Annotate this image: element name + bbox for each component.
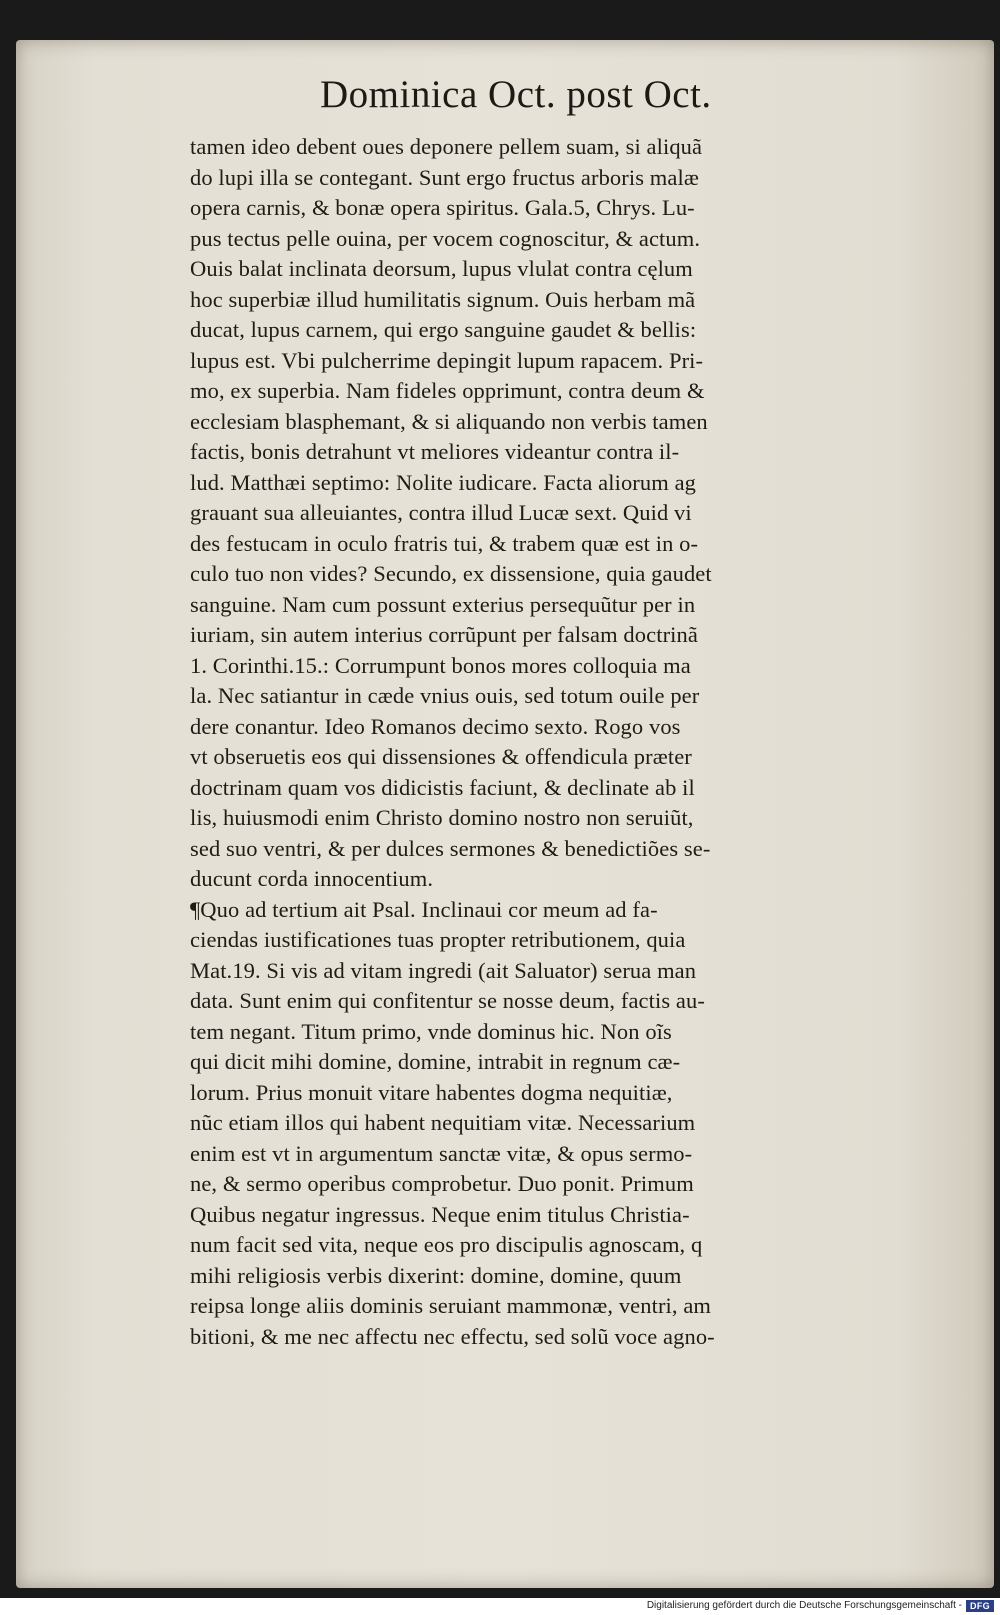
text-line: mo, ex superbia. Nam fideles opprimunt, contra deum & [190, 378, 705, 403]
text-line: tem negant. Titum primo, vnde dominus hic. Non oĩs [190, 1018, 672, 1044]
text-line: do lupi illa se contegant. Sunt ergo fructus arboris malæ [190, 164, 699, 190]
text-line: 1. Corinthi.15.: Corrumpunt bonos mores colloquia ma [190, 652, 691, 678]
text-line: ducunt corda innocentium. [190, 866, 434, 891]
text-line: ¶Quo ad tertium ait Psal. Inclinaui cor meum ad fa- [190, 896, 658, 922]
text-line: ne, & sermo operibus comprobetur. Duo ponit. Primum [190, 1171, 694, 1196]
text-line: mihi religiosis verbis dixerint: domine, domine, quum [190, 1262, 682, 1288]
text-line: vt obseruetis eos qui dissensiones & offendicula præter [190, 744, 692, 769]
text-line: factis, bonis detrahunt vt meliores videantur contra il- [190, 439, 680, 464]
text-line: nũc etiam illos qui habent nequitiam vitæ. Necessarium [190, 1110, 696, 1135]
text-line: lud. Matthæi septimo: Nolite iudicare. Facta aliorum ag [190, 469, 697, 495]
text-line: qui dicit mihi domine, domine, intrabit in regnum cæ- [190, 1049, 681, 1074]
text-line: iuriam, sin autem interius corrũpunt per falsam doctrinã [190, 622, 698, 647]
running-header: Dominica Oct. post Oct. [320, 73, 712, 116]
text-line: ciendas iustificationes tuas propter retributionem, quia [190, 927, 686, 952]
text-line: Ouis balat inclinata deorsum, lupus vlulat contra cęlum [190, 256, 693, 281]
dfg-logo: DFG [966, 1600, 994, 1612]
text-line: lupus est. Vbi pulcherrime depingit lupum rapacem. Pri- [190, 347, 704, 373]
text-line: grauant sua alleuiantes, contra illud Lucæ sext. Quid vi [190, 500, 692, 525]
text-line: tamen ideo debent oues deponere pellem suam, si aliquã [190, 134, 703, 159]
text-line: hoc superbiæ illud humilitatis signum. Ouis herbam mã [190, 286, 696, 312]
text-line: dere conantur. Ideo Romanos decimo sexto. Rogo vos [190, 713, 681, 739]
page-text-block [190, 132, 900, 1352]
text-line: doctrinam quam vos didicistis faciunt, & declinate ab il [190, 774, 695, 800]
text-line: sed suo ventri, & per dulces sermones & benedictiões se- [190, 835, 711, 861]
text-line: lis, huiusmodi enim Christo domino nostro non seruiũt, [190, 805, 694, 830]
text-line: des festucam in oculo fratris tui, & trabem quæ est in o- [190, 530, 699, 556]
text-line: enim est vt in argumentum sanctæ vitæ, & opus sermo- [190, 1140, 693, 1166]
text-line: data. Sunt enim qui confitentur se nosse deum, factis au- [190, 988, 705, 1013]
text-line: ecclesiam blasphemant, & si aliquando non verbis tamen [190, 408, 708, 434]
text-line: culo tuo non vides? Secundo, ex dissensione, quia gaudet [190, 561, 712, 586]
text-line: pus tectus pelle ouina, per vocem cognoscitur, & actum. [190, 225, 701, 251]
funding-credit: Digitalisierung gefördert durch die Deutsche Forschungsgemeinschaft - [646, 1600, 962, 1611]
text-line: num facit sed vita, neque eos pro discipulis agnoscam, q [190, 1232, 703, 1257]
text-line: opera carnis, & bonæ opera spiritus. Gala.5, Chrys. Lu- [190, 195, 695, 220]
text-line: lorum. Prius monuit vitare habentes dogma nequitiæ, [190, 1079, 673, 1105]
text-line: la. Nec satiantur in cæde vnius ouis, sed totum ouile per [190, 683, 700, 708]
text-line: sanguine. Nam cum possunt exterius persequũtur per in [190, 591, 696, 617]
text-line: reipsa longe aliis dominis seruiant mammonæ, ventri, am [190, 1293, 712, 1318]
text-line: ducat, lupus carnem, qui ergo sanguine gaudet & bellis: [190, 317, 697, 342]
text-line: Mat.19. Si vis ad vitam ingredi (ait Saluator) serua man [190, 957, 697, 983]
text-line: Quibus negatur ingressus. Neque enim titulus Christia- [190, 1201, 690, 1227]
text-line: bitioni, & me nec affectu nec effectu, sed solũ voce agno- [190, 1323, 715, 1349]
